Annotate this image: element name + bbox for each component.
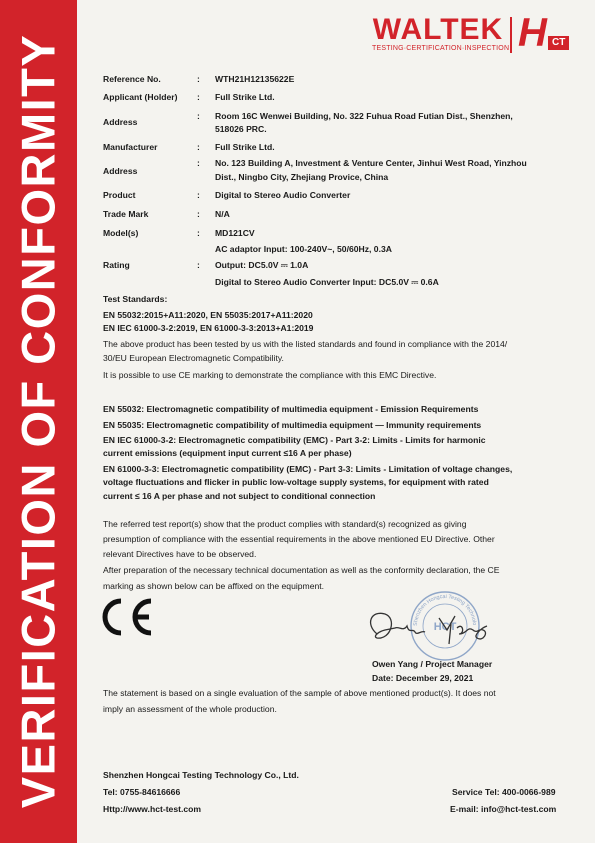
test-standards-heading: Test Standards: bbox=[103, 294, 168, 304]
report-line1: The referred test report(s) show that the product complies with standard(s) recognized as giving bbox=[103, 519, 467, 529]
product-label: Product bbox=[103, 190, 136, 200]
colon: : bbox=[197, 142, 200, 152]
colon: : bbox=[197, 74, 200, 84]
product-value: Digital to Stereo Audio Converter bbox=[215, 190, 351, 200]
logo-name: WALTEK bbox=[372, 13, 504, 46]
footer-company: Shenzhen Hongcai Testing Technology Co., Ltd. bbox=[103, 770, 299, 780]
compliance-line2: 30/EU European Electromagnetic Compatibility. bbox=[103, 353, 284, 363]
reference-value: WTH21H12135622E bbox=[215, 74, 295, 84]
test-standards-line1: EN 55032:2015+A11:2020, EN 55035:2017+A11:2020 bbox=[103, 310, 313, 320]
stamp-center: HCT bbox=[433, 621, 457, 633]
trade-mark-value: N/A bbox=[215, 209, 230, 219]
manufacturer-value: Full Strike Ltd. bbox=[215, 142, 275, 152]
standard-description-4b: voltage fluctuations and flicker in public low-voltage supply systems, for equipment with rated bbox=[103, 477, 489, 487]
trade-mark-label: Trade Mark bbox=[103, 209, 149, 219]
signature-date: Date: December 29, 2021 bbox=[372, 673, 474, 683]
manufacturer-address-line1: No. 123 Building A, Investment & Venture Center, Jinhui West Road, Yinzhou bbox=[215, 158, 527, 168]
rating-label: Rating bbox=[103, 260, 130, 270]
manufacturer-address-line2: Dist., Ningbo City, Zhejiang Provice, China bbox=[215, 172, 389, 182]
colon: : bbox=[197, 260, 200, 270]
applicant-address-line2: 518026 PRC. bbox=[215, 124, 267, 134]
colon: : bbox=[197, 111, 200, 121]
address-label: Address bbox=[103, 166, 138, 176]
standard-description-3a: EN IEC 61000-3-2: Electromagnetic compatibility (EMC) - Part 3-2: Limits - Limits for harmonic bbox=[103, 435, 486, 445]
footer-website: Http://www.hct-test.com bbox=[103, 804, 202, 814]
rating-line2: Output: DC5.0V ⎓ 1.0A bbox=[215, 260, 309, 270]
statement-line1: The statement is based on a single evaluation of the sample of above mentioned product(s). It does not bbox=[103, 688, 496, 698]
model-label: Model(s) bbox=[103, 228, 139, 238]
model-value: MD121CV bbox=[215, 228, 255, 238]
standard-description-1: EN 55032: Electromagnetic compatibility of multimedia equipment - Emission Requirements bbox=[103, 404, 479, 414]
logo-mark-ct: CT bbox=[548, 36, 569, 50]
report-line4: After preparation of the necessary technical documentation as well as the conformity declaration, the CE bbox=[103, 565, 500, 575]
address-label: Address bbox=[103, 117, 138, 127]
hct-logo-mark bbox=[518, 11, 584, 56]
report-line2: presumption of compliance with the essential requirements in the above mentioned EU Directive. Other bbox=[103, 534, 495, 544]
footer-tel: Tel: 0755-84616666 bbox=[103, 787, 181, 797]
colon: : bbox=[197, 228, 200, 238]
signatory-name-title: Owen Yang / Project Manager bbox=[372, 659, 493, 669]
applicant-value: Full Strike Ltd. bbox=[215, 92, 275, 102]
logo-tagline: TESTING·CERTIFICATION·INSPECTION bbox=[372, 45, 510, 52]
signature-stamp bbox=[355, 588, 515, 663]
report-line3: relevant Directives have to be observed. bbox=[103, 549, 257, 559]
standard-description-4a: EN 61000-3-3: Electromagnetic compatibility (EMC) - Part 3-3: Limits - Limitation of voltage changes, bbox=[103, 464, 513, 474]
statement-line2: imply an assessment of the whole production. bbox=[103, 704, 277, 714]
footer-email: E-mail: info@hct-test.com bbox=[450, 804, 557, 814]
report-line5: marking as shown below can be affixed on the equipment. bbox=[103, 581, 325, 591]
standard-description-3b: current emissions (equipment input current ≤16 A per phase) bbox=[103, 448, 352, 458]
colon: : bbox=[197, 158, 200, 168]
rating-line3: Digital to Stereo Audio Converter Input: DC5.0V ⎓ 0.6A bbox=[215, 277, 439, 287]
stamp-text: Shenzhen Hongcai Testing Technolo bbox=[412, 593, 478, 627]
applicant-label: Applicant (Holder) bbox=[103, 92, 178, 102]
rating-line1: AC adaptor Input: 100-240V~, 50/60Hz, 0.3A bbox=[215, 244, 392, 254]
standard-description-4c: current ≤ 16 A per phase and not subject to conditional connection bbox=[103, 491, 376, 501]
colon: : bbox=[197, 92, 200, 102]
side-title: VERIFICATION OF CONFORMITY bbox=[11, 33, 65, 809]
footer-service-tel: Service Tel: 400-0066-989 bbox=[452, 787, 556, 797]
colon: : bbox=[197, 209, 200, 219]
side-band bbox=[0, 0, 77, 843]
compliance-line1: The above product has been tested by us with the listed standards and found in compliance with the 2014/ bbox=[103, 339, 508, 349]
test-standards-line2: EN IEC 61000-3-2:2019, EN 61000-3-3:2013+A1:2019 bbox=[103, 323, 314, 333]
reference-label: Reference No. bbox=[103, 74, 161, 84]
colon: : bbox=[197, 190, 200, 200]
standard-description-2: EN 55035: Electromagnetic compatibility of multimedia equipment — Immunity requirements bbox=[103, 420, 482, 430]
waltek-logo bbox=[372, 11, 587, 56]
compliance-line3: It is possible to use CE marking to demonstrate the compliance with this EMC Directive. bbox=[103, 370, 437, 380]
ce-mark-icon bbox=[101, 597, 157, 637]
logo-mark-h: H bbox=[518, 11, 547, 55]
logo-divider bbox=[510, 17, 512, 53]
applicant-address-line1: Room 16C Wenwei Building, No. 322 Fuhua Road Futian Dist., Shenzhen, bbox=[215, 111, 513, 121]
manufacturer-label: Manufacturer bbox=[103, 142, 158, 152]
